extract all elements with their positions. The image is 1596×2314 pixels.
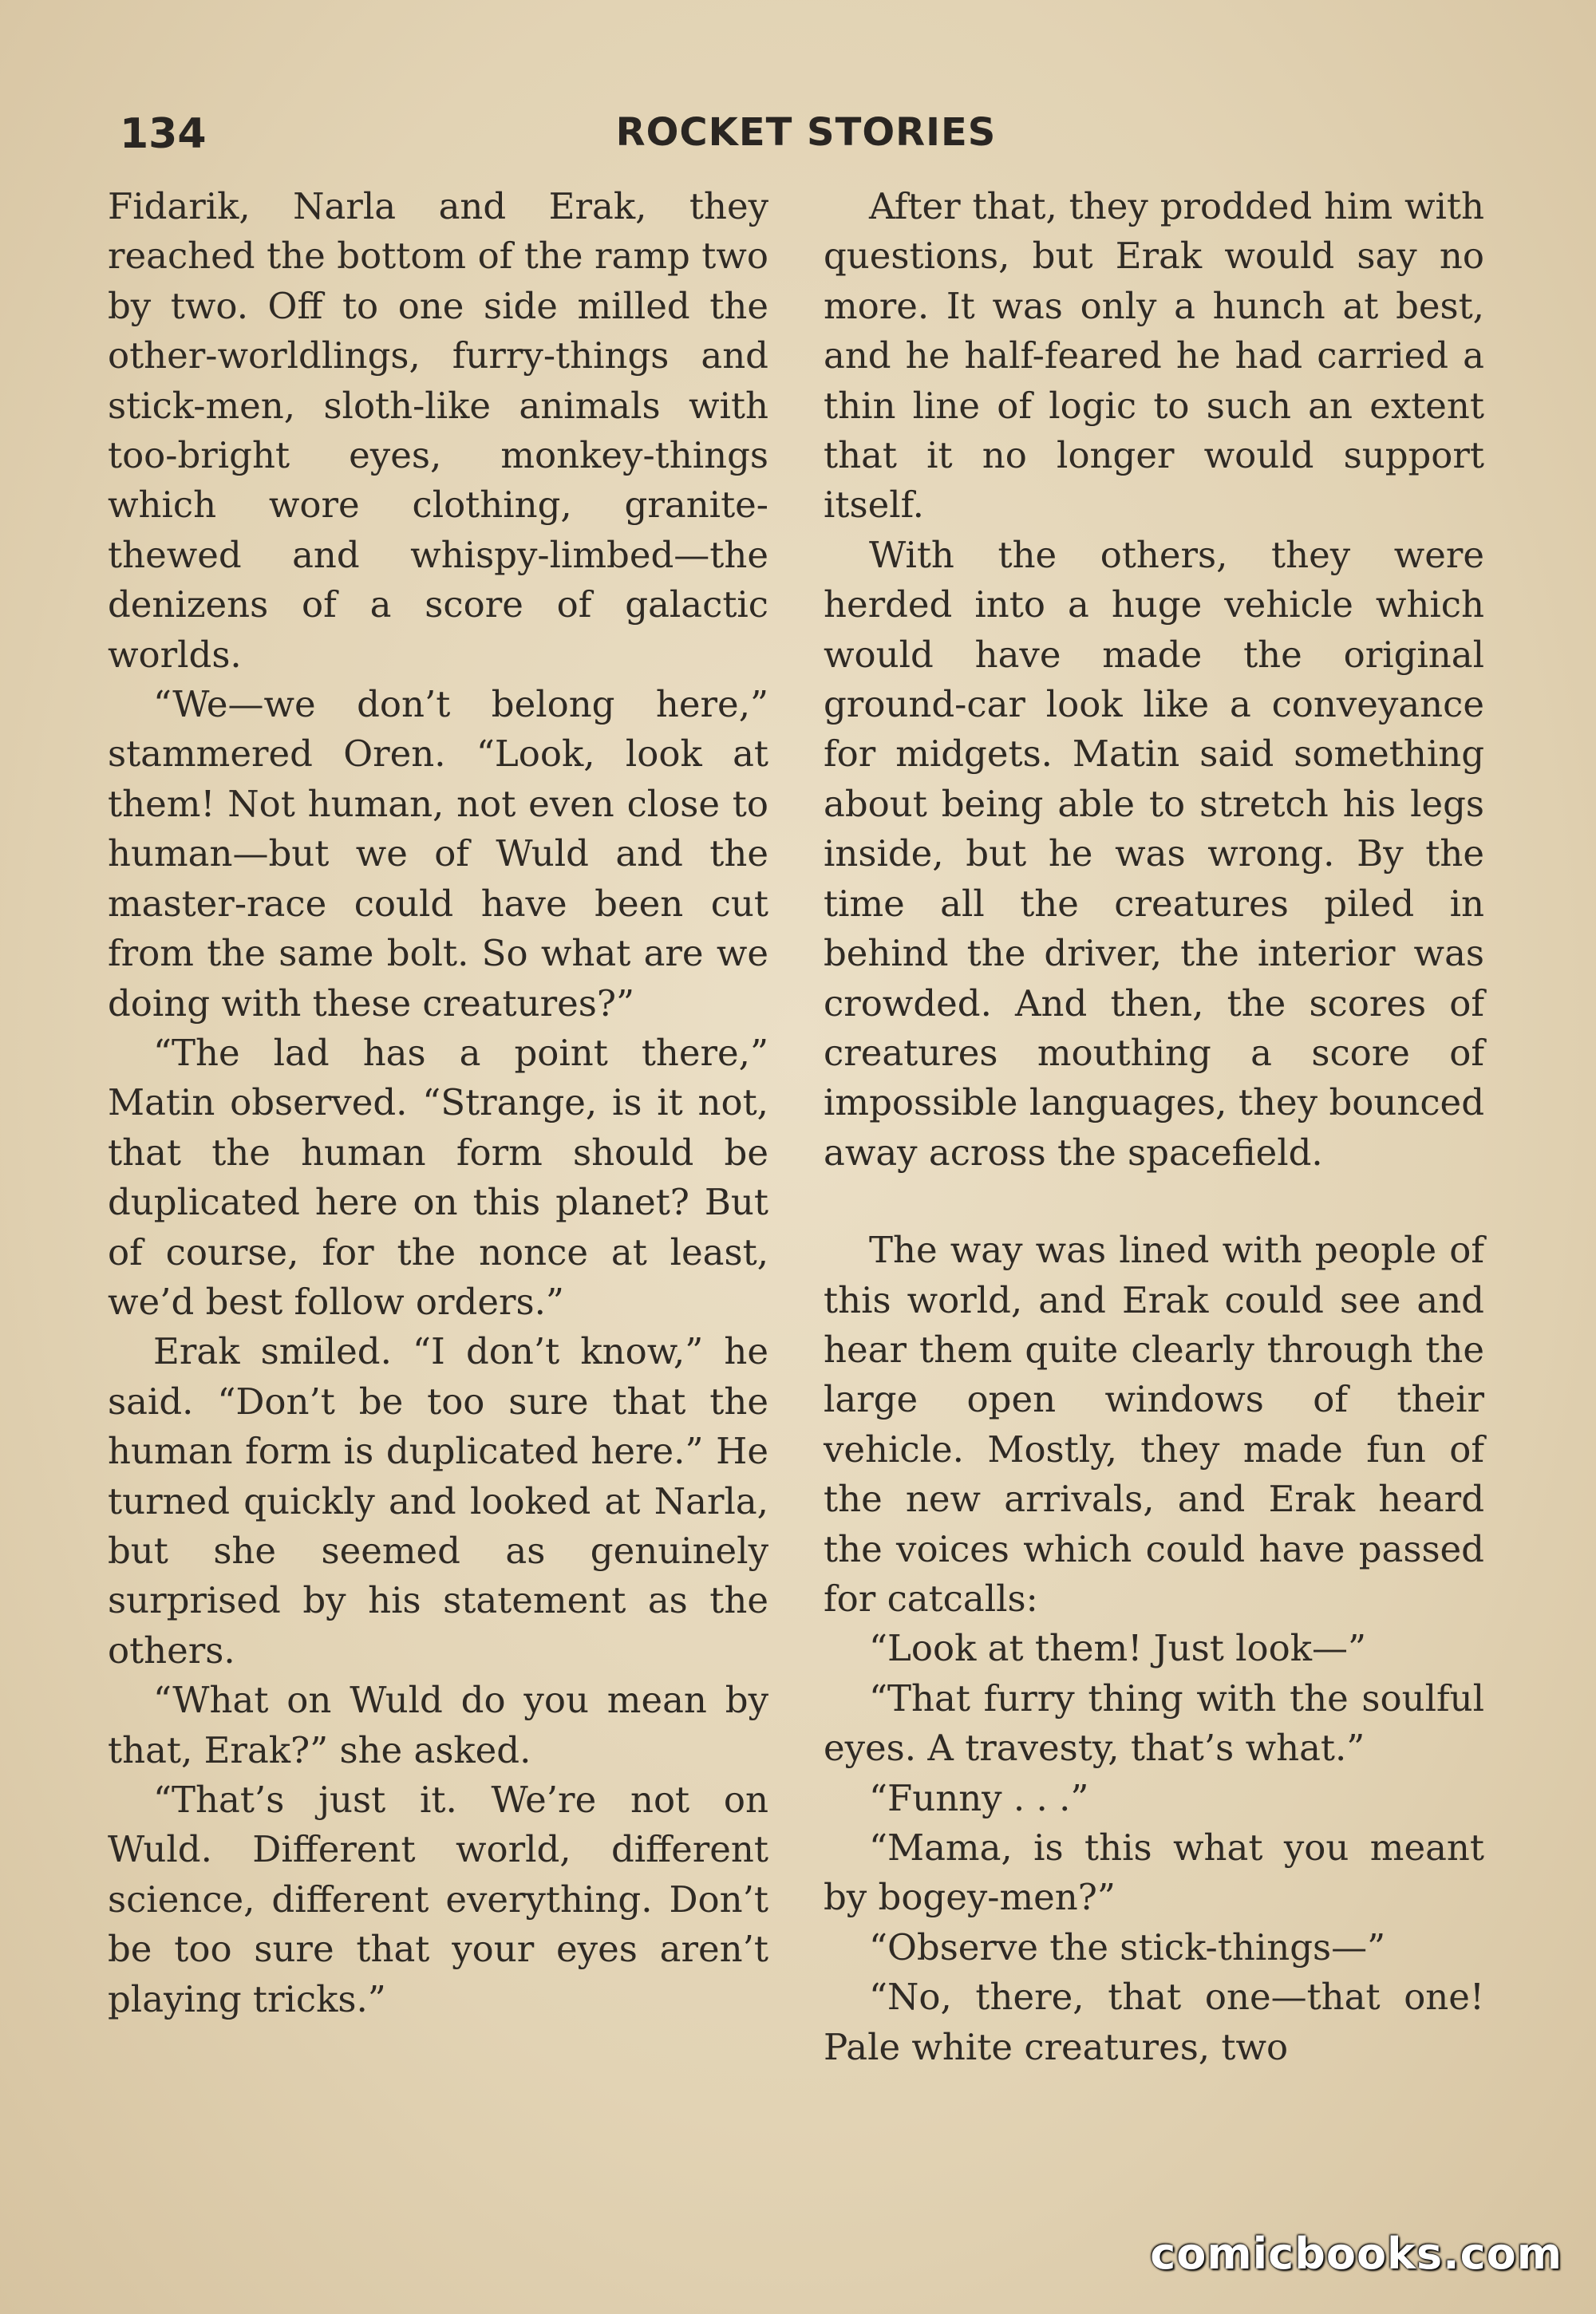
dialogue-line: “Funny . . .” xyxy=(869,1776,1089,1819)
dialogue-line: “Look at them! Just look—” xyxy=(869,1627,1366,1670)
site-watermark: comicbooks.com xyxy=(1150,2229,1562,2279)
running-title: ROCKET STORIES xyxy=(615,110,997,155)
page-header xyxy=(120,110,1492,166)
dialogue-line: “That furry thing with the soulful eyes. A travesty, that’s what.” xyxy=(824,1676,1484,1770)
dialogue-line: “Observe the stick-things—” xyxy=(869,1925,1386,1968)
paragraph: With the others, they were herded into a huge vehicle which would have made the original ground-car look like a conveyance for midgets. Matin said something about being able to stretch his legs inside, but he was wrong. By the time all the creatures piled in behind the driver, the interior was crowded. And then, the scores of creatures mouthing a score of impossible languages, they bounced away across the spacefield. xyxy=(824,533,1484,1174)
paragraph: “That’s just it. We’re not on Wuld. Different world, different science, different everything. Don’t be too sure that your eyes aren’t playing tricks.” xyxy=(108,1779,768,2020)
paragraph: The way was lined with people of this world, and Erak could see and hear them quite clearly through the large open windows of their vehicle. Mostly, they made fun of the new arrivals, and Erak heard the voices which could have passed for catcalls: xyxy=(824,1229,1484,1620)
dialogue-line: “No, there, that one—that one! Pale white creatures, two xyxy=(824,1976,1484,2068)
paragraph: Erak smiled. “I don’t know,” he said. “Don’t be too sure that the human form is duplicated here.” He turned quickly and looked at Narla, but she seemed as genuinely surprised by his statement as the others. xyxy=(108,1330,768,1672)
paragraph: “We—we don’t belong here,” stammered Oren. “Look, look at them! Not human, not even close to human—but we of Wuld and the master-race could have been cut from the same bolt. So what are we doing with these creatures?” xyxy=(108,683,768,1025)
page-number: 134 xyxy=(120,110,207,158)
left-column xyxy=(108,182,768,2024)
paragraph: Fidarik, Narla and Erak, they reached the bottom of the ramp two by two. Off to one side milled the other-worldlings, furry-things and stick-men, sloth-like animals with too-bright eyes, monkey-things which wore clothing, granite-thewed and whispy-limbed—the denizens of a score of galactic worlds. xyxy=(108,185,768,676)
dialogue-line: “Mama, is this what you meant by bogey-men?” xyxy=(824,1826,1484,1919)
right-column xyxy=(824,182,1484,2072)
paragraph: After that, they prodded him with questions, but Erak would say no more. It was only a hunch at best, and he half-feared he had carried a thin line of logic to such an extent that it no longer would support itself. xyxy=(824,185,1484,527)
paragraph: “The lad has a point there,” Matin observed. “Strange, is it not, that the human form should be duplicated here on this planet? But of course, for the nonce at least, we’d best follow orders.” xyxy=(108,1031,768,1323)
paragraph: “What on Wuld do you mean by that, Erak?” she asked. xyxy=(108,1679,768,1771)
